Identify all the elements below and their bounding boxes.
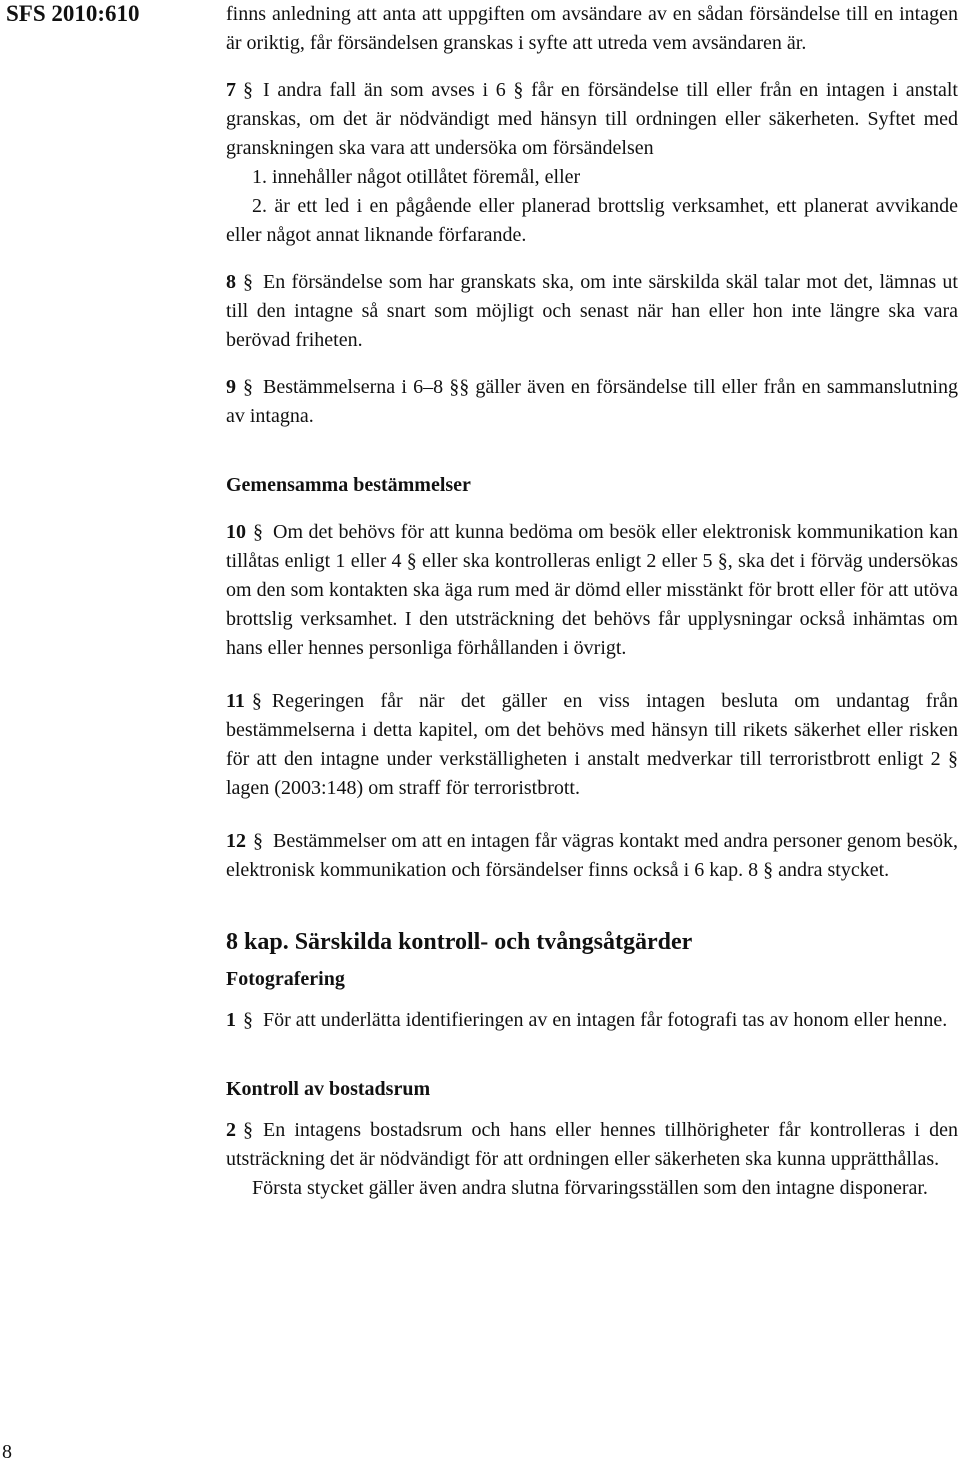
section-sign: § (243, 271, 253, 293)
section-number: 12 (226, 830, 246, 852)
section-8 (226, 268, 958, 355)
section-number: 7 (226, 79, 236, 101)
paragraph-intro: finns anledning att anta att uppgiften om avsändare av en sådan försändelse till en intagen är oriktig, får försändelsen granskas i syfte att utreda vem avsändaren är. (226, 3, 958, 54)
section-number: 11 (226, 690, 245, 712)
document-body (226, 0, 958, 1203)
section-sign: § (243, 376, 253, 398)
section-text: För att underlätta identifieringen av en intagen får fotografi tas av honom eller henne. (263, 1009, 948, 1031)
chapter-title: 8 kap. Särskilda kontroll- och tvångsåtgärder (226, 929, 693, 955)
section-text: Bestämmelserna i 6–8 §§ gäller även en försändelse till eller från en sammanslutning av intagna. (226, 376, 958, 427)
chapter8-section-1 (226, 1006, 958, 1035)
section-sign: § (243, 1119, 253, 1141)
section-12 (226, 827, 958, 885)
section-10 (226, 518, 958, 663)
sfs-number: SFS 2010:610 (6, 1, 140, 26)
heading-fotografering: Fotografering (226, 968, 345, 990)
chapter8-section-2 (226, 1116, 958, 1174)
section-number: 10 (226, 521, 246, 543)
section-sign: § (253, 521, 263, 543)
section-7 (226, 76, 958, 163)
section-text: En intagens bostadsrum och hans eller hennes tillhörigheter får kontrolleras i den utsträckning det är nödvändigt för att ordningen eller säkerheten ska kunna upprätthållas. (226, 1119, 958, 1170)
section-number: 9 (226, 376, 236, 398)
section-text: Bestämmelser om att en intagen får vägras kontakt med andra personer genom besök, elektronisk kommunikation och försändelser finns också i 6 kap. 8 § andra stycket. (226, 830, 958, 881)
section-sign: § (243, 79, 253, 101)
heading-gemensamma-bestammelser: Gemensamma bestämmelser (226, 474, 471, 496)
page-number: 8 (2, 1441, 12, 1463)
section-sign: § (243, 1009, 253, 1031)
chapter8-section-2-paragraph-2: Första stycket gäller även andra slutna förvaringsställen som den intagne disponerar. (252, 1177, 928, 1199)
section-text: Om det behövs för att kunna bedöma om besök eller elektronisk kommunikation kan tillåtas enligt 1 eller 4 § eller ska kontrolleras enligt 2 eller 5 §, ska det i förväg undersökas om den som kontakten ska äga rum med är dömd eller misstänkt för brott eller för att utöva brottslig verksamhet. I den utsträckning det behövs får upplysningar också inhämtas om hans eller hennes personliga förhållanden i övrigt. (226, 521, 958, 659)
section-text: I andra fall än som avses i 6 § får en försändelse till eller från en intagen i anstalt granskas, om det är nödvändigt med hänsyn till ordningen eller säkerheten. Syftet med granskningen ska vara att undersöka om försändelsen (226, 79, 958, 159)
list-item-1: 1. innehåller något otillåtet föremål, eller (252, 166, 581, 188)
section-9 (226, 373, 958, 431)
section-sign: § (251, 690, 262, 712)
section-sign: § (253, 830, 263, 852)
heading-kontroll-av-bostadsrum: Kontroll av bostadsrum (226, 1078, 431, 1100)
section-number: 2 (226, 1119, 236, 1141)
section-text: En försändelse som har granskats ska, om inte särskilda skäl talar mot det, lämnas ut till den intagne så snart som möjligt och senast när han eller hon inte längre ska vara berövad friheten. (226, 271, 958, 351)
section-number: 1 (226, 1009, 236, 1031)
section-text: Regeringen får när det gäller en viss intagen besluta om undantag från bestämmelserna i detta kapitel, om det behövs med hänsyn till rikets säkerhet eller risken för att den intagne under verkställigheten i anstalt medverkar till terroristbrott enligt 2 § lagen (2003:148) om straff för terroristbrott. (226, 690, 958, 799)
section-number: 8 (226, 271, 236, 293)
section-11 (226, 687, 958, 803)
list-item-2: 2. är ett led i en pågående eller planerad brottslig verksamhet, ett planerat avvikande eller något annat liknande förfarande. (226, 195, 958, 246)
